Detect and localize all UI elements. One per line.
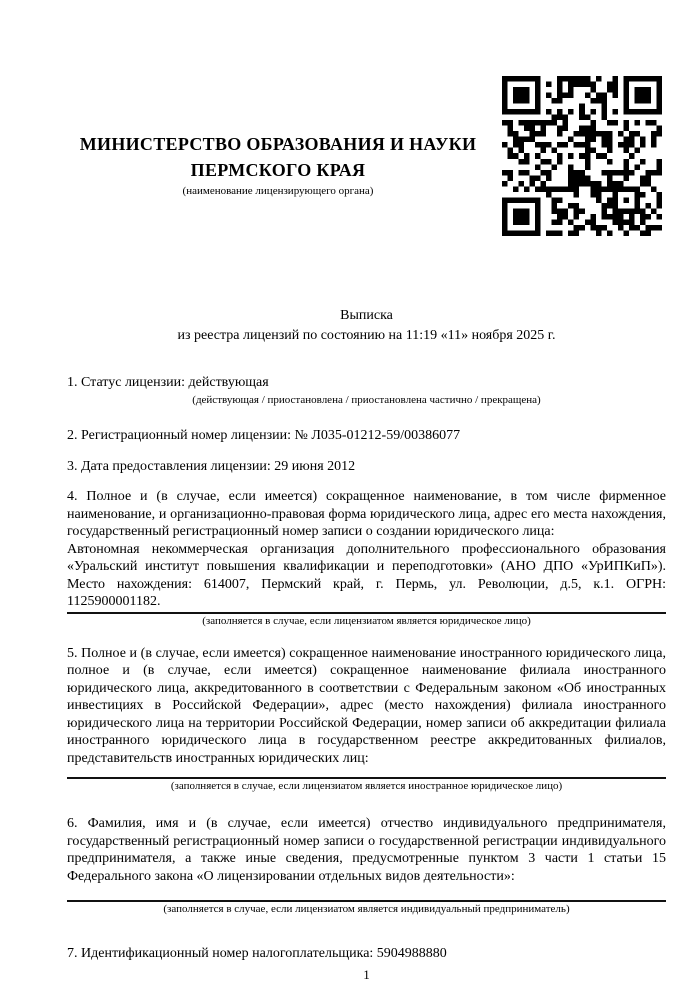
license-status: 1. Статус лицензии: действующая — [67, 375, 269, 390]
authority-caption: (наименование лицензирующего органа) — [182, 185, 374, 197]
qr-code-icon — [502, 76, 662, 236]
title-line1: Выписка — [340, 308, 393, 323]
individual-entrepreneur-caption: (заполняется в случае, если лицензиатом является индивидуальный предприниматель) — [163, 903, 570, 915]
legal-entity-question: 4. Полное и (в случае, если имеется) сокращенное наименование, в том числе фирменное наименование, и организационно-правовая форма юридического лица, адрес его места нахождения, государственный регистрационный номер записи о создании юридического лица: — [67, 489, 666, 539]
document-title — [67, 306, 666, 346]
legal-entity-value: Автономная некоммерческая организация дополнительного профессионального образования «Уральский институт повышения квалификации и переподготовки» (АНО ДПО «УрИПКиП»). Место нахождения: 614007, Пермский край, г. Пермь, ул. Революции, д.5, к.1. ОГРН: 1125900001182. — [67, 541, 666, 609]
ministry-name-line1: МИНИСТЕРСТВО ОБРАЗОВАНИЯ И НАУКИ — [79, 134, 477, 154]
qr-code-canvas — [502, 76, 662, 236]
ministry-name-line2: ПЕРМСКОГО КРАЯ — [190, 160, 366, 180]
foreign-entity-caption: (заполняется в случае, если лицензиатом является иностранное юридическое лицо) — [170, 780, 563, 792]
licensing-authority-header — [67, 131, 489, 199]
individual-entrepreneur-section: 6. Фамилия, имя и (в случае, если имеется) отчество индивидуального предпринимателя, государственный регистрационный номер записи о государственной регистрации индивидуального предпринимателя, а также иные сведения, предусмотренные пунктом 3 части 1 статьи 15 Федерального закона «О лицензировании отдельных видов деятельности»: — [67, 816, 666, 884]
license-status-options-caption: (действующая / приостановлена / приостановлена частично / прекращена) — [192, 394, 541, 406]
page-number: 1 — [363, 967, 370, 982]
legal-entity-section — [67, 488, 666, 611]
license-registration-number: 2. Регистрационный номер лицензии: № Л035-01212-59/00386077 — [67, 428, 461, 443]
legal-entity-caption: (заполняется в случае, если лицензиатом является юридическое лицо) — [202, 614, 531, 627]
taxpayer-id: 7. Идентификационный номер налогоплательщика: 5904988880 — [67, 946, 447, 961]
foreign-entity-section: 5. Полное и (в случае, если имеется) сокращенное наименование иностранного юридического лица, полное и (в случае, если имеется) сокращенное наименование филиала иностранного юридического лица, аккредитованного в соответствии с Федеральным законом «Об иностранных инвестициях в Российской Федерации», адрес (место нахождения) филиала иностранного юридического лица на территории Российской Федерации, номер записи об аккредитации филиала иностранного юридического лица в государственном реестре аккредитованных филиалов, представительств иностранных юридических лиц: — [67, 645, 666, 766]
license-grant-date: 3. Дата предоставления лицензии: 29 июня 2012 — [67, 459, 356, 474]
title-line2: из реестра лицензий по состоянию на 11:19 «11» ноября 2025 г. — [177, 328, 556, 343]
